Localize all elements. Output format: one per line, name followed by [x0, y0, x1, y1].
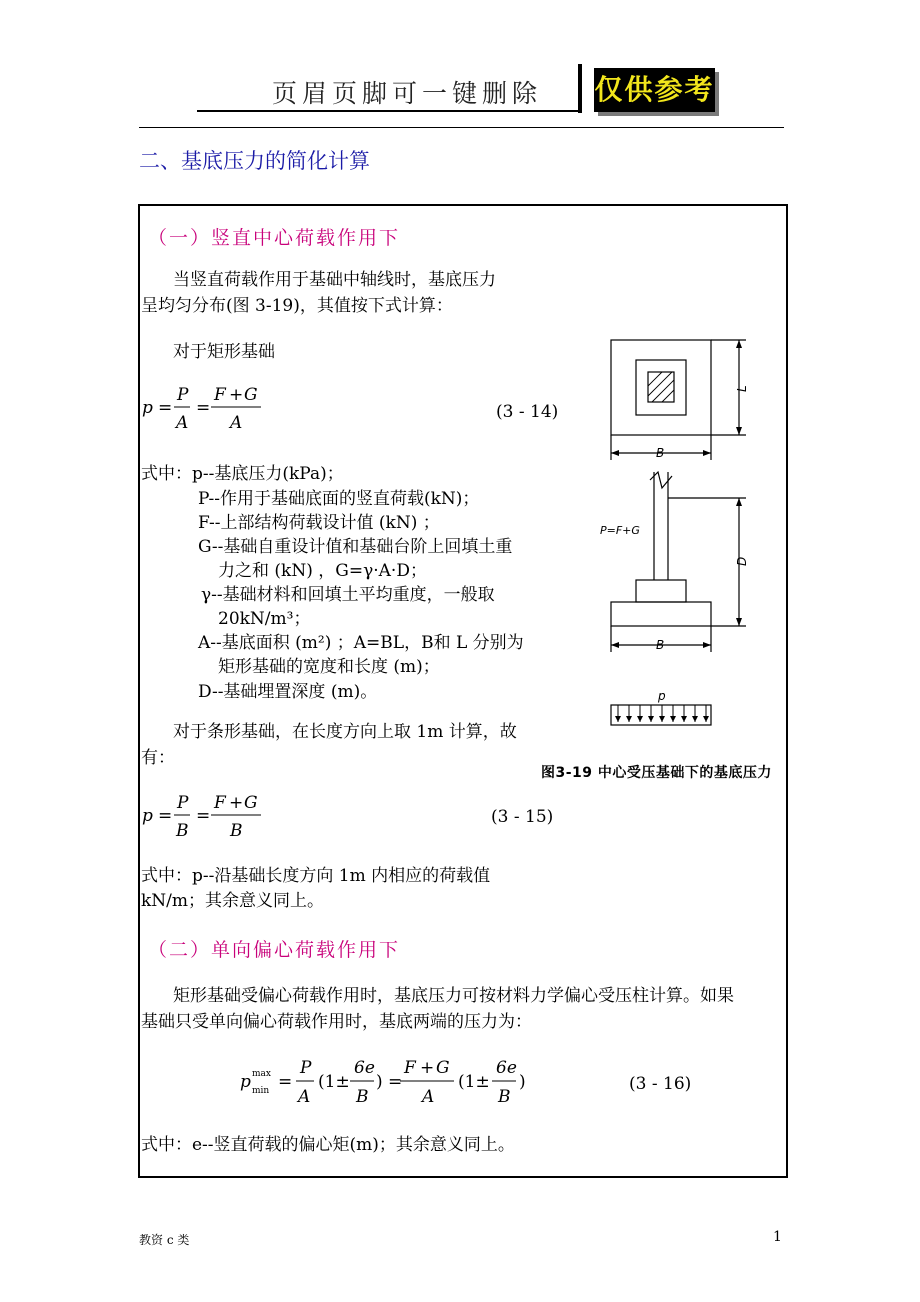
- def-A-line2: 矩形基础的宽度和长度 (m)；: [218, 657, 440, 677]
- equation-3-15-number: (3 - 15): [491, 807, 554, 827]
- figure-3-19: [596, 330, 776, 760]
- eccentric-line-1: 矩形基础受偏心荷载作用时，基底压力可按材料力学偏心受压柱计算。如果: [173, 986, 734, 1006]
- svg-text:A: A: [230, 413, 243, 433]
- equation-3-16-number: (3 - 16): [629, 1074, 692, 1094]
- equation-3-14-number: (3 - 14): [496, 402, 559, 422]
- def-G-line1: G--基础自重设计值和基础台阶上回填土重: [198, 537, 513, 557]
- equation-3-16: [238, 1050, 548, 1112]
- def-F: F--上部结构荷载设计值 (kN) ；: [198, 513, 440, 533]
- def-A-line1: A--基底面积 (m²) ；A=BL，B和 L 分别为: [198, 633, 524, 653]
- svg-text:p: p: [240, 1072, 251, 1092]
- section-title: 二、基底压力的简化计算: [139, 149, 370, 173]
- svg-text:min: min: [252, 1086, 270, 1096]
- def-G-line2: 力之和 (kN) ，G=γ·A·D；: [218, 561, 427, 581]
- def-gamma-line1: γ--基础材料和回填土平均重度，一般取: [201, 585, 495, 605]
- label-P-equals-F-plus-G: P=F+G: [600, 524, 640, 537]
- svg-text:(1±: (1±: [318, 1072, 350, 1092]
- label-B-top: B: [656, 446, 665, 460]
- svg-text:=: =: [278, 1072, 293, 1092]
- svg-text:A: A: [176, 413, 189, 433]
- svg-text:A: A: [298, 1087, 311, 1107]
- eccentric-def: 式中：e--竖直荷载的偏心矩(m)；其余意义同上。: [141, 1135, 515, 1155]
- reference-only-badge: 仅供参考: [594, 68, 715, 112]
- header-text: 页眉页脚可一键删除: [272, 79, 543, 108]
- strip-line-1: 对于条形基础，在长度方向上取 1m 计算，故: [173, 722, 517, 742]
- plan-column-hatched: [648, 372, 674, 402]
- strip-line-2: 有：: [141, 748, 175, 768]
- svg-text:F: F: [214, 385, 226, 405]
- label-p: p: [658, 689, 666, 703]
- svg-text:B: B: [498, 1087, 511, 1107]
- def-D: D--基础埋置深度 (m)。: [198, 682, 378, 702]
- svg-text:(1±: (1±: [458, 1072, 490, 1092]
- label-D: D: [735, 556, 749, 566]
- svg-text:+: +: [229, 793, 244, 813]
- label-B-bottom: B: [656, 638, 665, 652]
- strip-def-line-1: 式中：p--沿基础长度方向 1m 内相应的荷载值: [141, 866, 491, 886]
- subheading-vertical-central-load: （一）竖直中心荷载作用下: [148, 227, 401, 249]
- label-L: L: [735, 385, 749, 392]
- svg-text:): ): [519, 1072, 526, 1092]
- svg-text:B: B: [230, 821, 243, 841]
- svg-text:P: P: [177, 793, 189, 813]
- eccentric-line-2: 基础只受单向偏心荷载作用时，基底两端的压力为：: [141, 1012, 532, 1032]
- svg-text:6e: 6e: [354, 1058, 375, 1078]
- svg-text:max: max: [252, 1069, 271, 1079]
- top-rule: [139, 127, 784, 128]
- def-gamma-line2: 20kN/m³；: [218, 609, 311, 629]
- def-P: P--作用于基础底面的竖直荷载(kN)；: [198, 489, 480, 509]
- svg-text:) =: ) =: [376, 1072, 403, 1092]
- svg-text:B: B: [356, 1087, 369, 1107]
- plan-inner-square: [636, 360, 686, 415]
- plan-outer-square: [611, 340, 711, 435]
- svg-text:F: F: [214, 793, 226, 813]
- svg-text:P: P: [177, 385, 189, 405]
- strip-def-line-2: kN/m；其余意义同上。: [141, 891, 325, 911]
- svg-text:F: F: [404, 1058, 416, 1078]
- header-divider: [578, 64, 582, 113]
- svg-text:G: G: [244, 385, 258, 405]
- svg-text:P: P: [300, 1058, 312, 1078]
- footer-category: 教资 c 类: [139, 1233, 190, 1247]
- figure-caption: 图3-19 中心受压基础下的基底压力: [541, 765, 772, 781]
- def-p: 式中：p--基底压力(kPa)；: [141, 464, 344, 484]
- svg-text:=: =: [196, 398, 211, 418]
- svg-text:=: =: [158, 806, 173, 826]
- svg-text:=: =: [196, 806, 211, 826]
- page-number: 1: [773, 1229, 782, 1245]
- svg-text:p: p: [142, 806, 153, 826]
- svg-text:G: G: [244, 793, 258, 813]
- svg-text:+: +: [420, 1058, 435, 1078]
- svg-text:+: +: [229, 385, 244, 405]
- svg-text:=: =: [158, 398, 173, 418]
- svg-text:B: B: [176, 821, 189, 841]
- intro-line-2: 呈均匀分布(图 3-19)，其值按下式计算：: [141, 296, 453, 316]
- svg-text:p: p: [142, 398, 153, 418]
- header-underline: [197, 110, 580, 112]
- intro-line-1: 当竖直荷载作用于基础中轴线时，基底压力: [173, 270, 496, 290]
- rect-foundation-label: 对于矩形基础: [173, 342, 275, 362]
- svg-text:A: A: [422, 1087, 435, 1107]
- svg-text:6e: 6e: [496, 1058, 517, 1078]
- subheading-eccentric-load: （二）单向偏心荷载作用下: [148, 939, 401, 961]
- equation-3-14: [140, 378, 280, 438]
- equation-3-15: [140, 788, 280, 848]
- svg-text:G: G: [436, 1058, 450, 1078]
